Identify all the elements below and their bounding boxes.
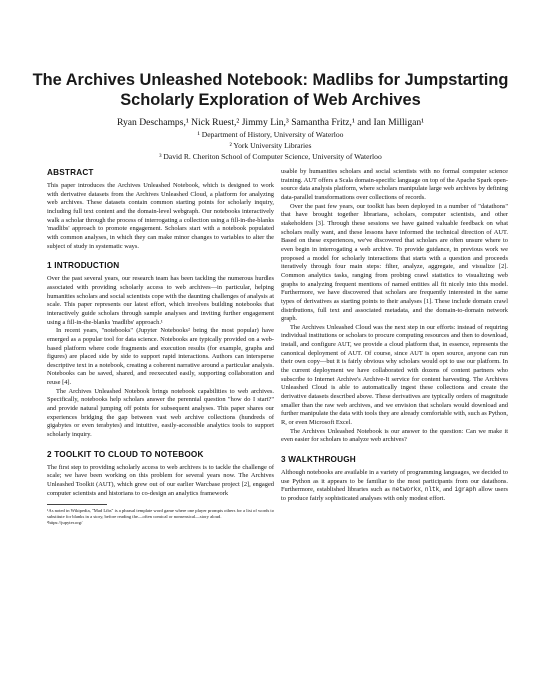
separator-1: , bbox=[420, 486, 425, 494]
library-igraph: igraph bbox=[454, 486, 477, 494]
toolkit-paragraph-5: The Archives Unleashed Notebook is our answer to the question: Can we make it even easier for scholars to analyze web archives? bbox=[281, 427, 508, 444]
affiliation-2: ² York University Libraries bbox=[229, 141, 312, 150]
toolkit-heading: 2 TOOLKIT TO CLOUD TO NOTEBOOK bbox=[47, 449, 204, 459]
paper-title bbox=[30, 70, 511, 110]
left-column bbox=[47, 168, 274, 526]
intro-paragraph-2: In recent years, "notebooks" (Jupyter Notebooks² being the most popular) have emerged as a popular tool for data science. Notebooks are typically provided on a web-based platform where code fragments and execution results (for example, graphs and figures) are placed side by side to support rapid interactions. Authors can intersperse descriptive text in a notebook, creating a coherent narrative around a particular analysis. Notebooks can be saved, shared, and reexecuted easily, supporting collaboration and reuse [4]. bbox=[47, 327, 274, 387]
affiliation-1: ¹ Department of History, University of Waterloo bbox=[197, 130, 344, 139]
walkthrough-text-a: Although notebooks are available in a variety of programming languages, we decided to use Python as it appears to be familiar to the most participants from our datathons. Furthermore, established libraries such as bbox=[281, 469, 508, 494]
toolkit-paragraph-2: usable by humanities scholars and social scientists with no formal computer science training. AUT offers a Scala domain-specific language on top of the Apache Spark open-source data analysis platform, where scholars manipulate large web archives by defining data-parallel transformations over collections of records. bbox=[281, 168, 508, 201]
intro-paragraph-1: Over the past several years, our research team has been tackling the numerous hurdles associated with providing scholarly access to web archives—in particular, helping humanities scholars and social scientists cope with the daunting challenges of analysis at scale. This paper represents our latest effort, which involves building notebooks that interactively guide scholars through sample analyses and inviting further engagement using a fill-in-the-blanks 'madlibs' approach.¹ bbox=[47, 275, 274, 326]
affiliation-3: ³ David R. Cheriton School of Computer Science, University of Waterloo bbox=[159, 152, 382, 161]
walkthrough-paragraph-1 bbox=[281, 469, 508, 504]
toolkit-paragraph-1: The first step to providing scholarly access to web archives is to tackle the challenge of scale; we have been working on this problem for several years now. The Archives Unleashed Toolkit (AUT), which grew out of our earlier Warcbase project [2], engaged computer scientists and historians to co-design an analytics framework bbox=[47, 463, 274, 497]
toolkit-paragraph-3: Over the past few years, our toolkit has been deployed in a number of "datathons" that have brought together librarians, scholars, computer scientists, and other stakeholders [3]. Through these sessions we have gained valuable feedback on what scholars really want, and these lessons have informed the technical direction of AUT. Based on these experiences, we've discovered that scholars are often unsure where to even begin in interrogating a web archive. To provide guidance, in previous work we proposed a model for scholarly interactions that starts with a question and proceeds iteratively through four main steps: filter, analyze, aggregate, and visualize [2]. Common analytics tasks, ranging from probing crawl statistics to visualizing web graphs to analyzing frequent mentions of named entities all fit nicely into this model. Furthermore, we have discovered that scholars are frequently interested in the same types of derivatives as starting points to their analyses [1]. These include domain crawl distributions, full text and associated metadata, and the domain-to-domain network graph. bbox=[281, 202, 508, 323]
right-column bbox=[281, 168, 508, 504]
library-networkx: networkx bbox=[392, 486, 421, 494]
title-line-2: Scholarly Exploration of Web Archives bbox=[120, 91, 421, 109]
intro-paragraph-3: The Archives Unleashed Notebook brings notebook capabilities to web archives. Specifically, notebooks help scholars answer the perennial question "how do I start?" and provide natural jumping off points for subsequent analyses. This paper shares our experiences bridging the gap between vast web archive collections (hundreds of gigabytes or even terabytes) and intuitive, easily-accessible analytics tools to support scholarly inquiry. bbox=[47, 387, 274, 439]
affiliations bbox=[30, 129, 511, 162]
intro-heading: 1 INTRODUCTION bbox=[47, 261, 120, 271]
library-nltk: nltk bbox=[424, 486, 440, 494]
toolkit-paragraph-4: The Archives Unleashed Cloud was the next step in our efforts: instead of requiring individual institutions or scholars to procure computing resources and then to download, install, and configure AUT, we provide a cloud platform that, in essence, represents the canonical deployment of AUT. Of course, since AUT is open source, anyone can run their own copy—but it is fairly obvious why scholars would opt to use our platform. In the current deployment we have collaborated with dozens of content partners who subscribe to Internet Archive's Archive-It service for content harvesting. The Archives Unleashed Cloud is able to automatically ingest these collections and create the derivative datasets described above. These derivatives are typically orders of magnitude smaller than the raw web archives, and we envision that scholars would download and further manipulate the data with tools they are already comfortable with, such as Python, R, or even Microsoft Excel. bbox=[281, 323, 508, 427]
author-list: Ryan Deschamps,¹ Nick Ruest,² Jimmy Lin,³ Samantha Fritz,¹ and Ian Milligan¹ bbox=[116, 117, 425, 128]
footnote-2: ²https://jupyter.org/ bbox=[47, 520, 83, 526]
abstract-heading: ABSTRACT bbox=[47, 168, 94, 177]
abstract-text: This paper introduces the Archives Unleashed Notebook, which is designed to work with derivative datasets from the Archives Unleashed Cloud, a platform for analyzing web archives. These datasets contain common starting points for scholarly inquiry, including full text content and the domain-level webgraph. Our notebooks interactively walk a scholar through the process of interrogating a collection using a fill-in-the-blanks 'madlibs' approach to promote engagement. Scholars start with a notebook populated with common analyses, in which they can make minor changes to variables to alter the subject of study in systematic ways. bbox=[47, 182, 274, 250]
walkthrough-heading: 3 WALKTHROUGH bbox=[281, 455, 356, 464]
title-line-1: The Archives Unleashed Notebook: Madlibs for Jumpstarting bbox=[32, 71, 509, 89]
footnote-rule bbox=[47, 504, 107, 505]
footnote-1: ¹As noted in Wikipedia, "Mad Libs" is a phrasal template word game where one player prompts others for a list of words to substitute for blanks in a story, before reading the—often comical or nonsensical—story aloud. bbox=[47, 508, 274, 520]
separator-2: , and bbox=[439, 486, 455, 494]
walkthrough-text-b: allow users to produce fairly sophisticated analyses with only modest effort. bbox=[281, 486, 508, 502]
